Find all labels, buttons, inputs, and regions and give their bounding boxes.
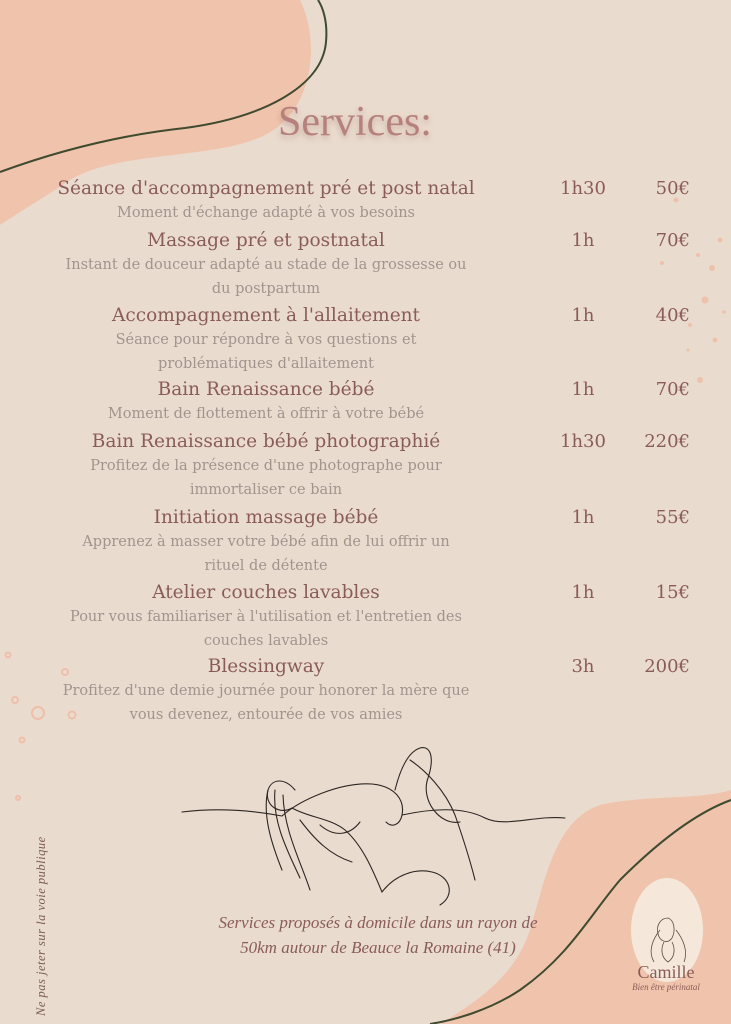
service-name: Séance d'accompagnement pré et post natal xyxy=(57,178,475,199)
service-name: Accompagnement à l'allaitement xyxy=(111,305,420,326)
service-description-line: Instant de douceur adapté au stade de la grossesse ou xyxy=(65,257,467,273)
confetti-dots-right xyxy=(660,198,726,384)
service-duration: 1h xyxy=(571,305,595,326)
service-description-line: immortaliser ce bain xyxy=(189,482,343,498)
service-name: Atelier couches lavables xyxy=(152,582,380,603)
service-name: Bain Renaissance bébé photographié xyxy=(91,431,441,452)
service-duration: 1h xyxy=(571,507,595,528)
service-price: 55€ xyxy=(655,507,690,528)
service-description-line: vous devenez, entourée de vos amies xyxy=(129,707,403,723)
service-description-line: couches lavables xyxy=(203,633,329,649)
service-price: 40€ xyxy=(655,305,690,326)
service-price: 200€ xyxy=(644,656,690,677)
service-description-line: Séance pour répondre à vos questions et xyxy=(115,332,417,348)
logo-tagline: Bien être périnatal xyxy=(632,982,700,992)
service-area-line-1: Services proposés à domicile dans un rayon de xyxy=(218,913,538,932)
service-description-line: Pour vous familiariser à l'utilisation et l'entretien des xyxy=(70,609,462,625)
service-description-line: Moment d'échange adapté à vos besoins xyxy=(117,205,415,221)
service-description-line: Profitez d'une demie journée pour honorer la mère que xyxy=(62,683,470,699)
service-duration: 1h xyxy=(571,582,595,603)
service-duration: 1h30 xyxy=(560,431,606,452)
service-name: Blessingway xyxy=(207,656,325,677)
service-duration: 1h xyxy=(571,230,595,251)
logo-name: Camille xyxy=(637,962,695,982)
service-duration: 1h xyxy=(571,379,595,400)
service-description-line: Moment de flottement à offrir à votre bébé xyxy=(107,406,425,422)
service-name: Massage pré et postnatal xyxy=(147,230,385,251)
reclining-woman-line-art-icon xyxy=(182,748,565,905)
service-price: 15€ xyxy=(655,582,690,603)
page-title: Services: xyxy=(278,99,432,145)
service-price: 70€ xyxy=(655,379,690,400)
service-price: 50€ xyxy=(655,178,690,199)
service-price: 220€ xyxy=(644,431,690,452)
service-area-line-2: 50km autour de Beauce la Romaine (41) xyxy=(240,938,516,957)
service-price: 70€ xyxy=(655,230,690,251)
service-description-line: Apprenez à masser votre bébé afin de lui offrir un xyxy=(82,534,450,550)
service-duration: 3h xyxy=(571,656,595,677)
service-area-note xyxy=(178,910,578,960)
service-name: Bain Renaissance bébé xyxy=(157,379,375,400)
service-name: Initiation massage bébé xyxy=(153,507,379,528)
service-description-line: rituel de détente xyxy=(204,558,328,574)
recycling-note: Ne pas jeter sur la voie publique xyxy=(34,836,48,1016)
service-description-line: du postpartum xyxy=(211,281,321,297)
service-description-line: problématiques d'allaitement xyxy=(158,356,374,372)
service-description-line: Profitez de la présence d'une photographe pour xyxy=(90,458,442,474)
service-duration: 1h30 xyxy=(560,178,606,199)
